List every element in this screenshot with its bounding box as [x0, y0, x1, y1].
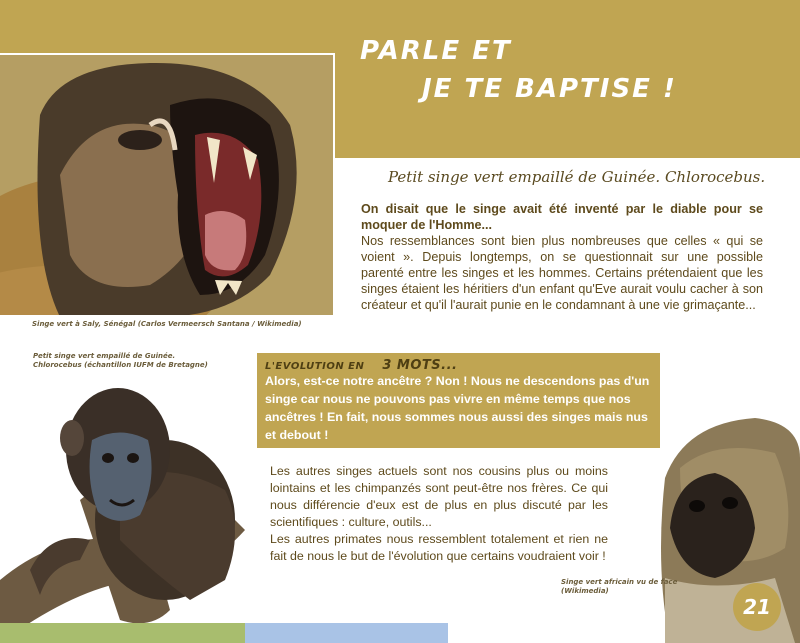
intro-lead: On disait que le singe avait été inventé par le diable pour se moquer de l'Homme...	[361, 202, 763, 232]
page-title	[360, 32, 780, 108]
bottom-bar-blue	[245, 623, 448, 643]
title-line-1: PARLE ET	[360, 36, 512, 66]
evolution-box	[257, 353, 660, 448]
cousins-paragraph	[270, 463, 608, 565]
evolution-heading-label: L'EVOLUTION EN	[265, 361, 365, 372]
intro-paragraph	[361, 201, 763, 313]
photo-yawning-monkey	[0, 53, 335, 315]
bottom-bar-green	[0, 623, 245, 643]
caption-right-line1: Singe vert africain vu de face	[561, 578, 678, 586]
caption-right-photo	[561, 578, 677, 596]
caption-right-line2: (Wikimedia)	[561, 587, 609, 595]
intro-body: Nos ressemblances sont bien plus nombreuses que celles « qui se voient ». Depuis longtemps, on se questionnait sur une possible parenté entre les singes et les hommes. Certains prétendaient que les singes étaient les héritiers d'un enfant qu'Eve aurait voulu cacher à son créateur et qu'il l'aurait punie en le condamnant à une vie grimaçante...	[361, 234, 763, 312]
caption-left-line1: Petit singe vert empaillé de Guinée.	[33, 352, 176, 360]
photo-stuffed-monkey	[0, 380, 250, 643]
evolution-heading-num: 3 MOTS...	[382, 358, 458, 373]
cousins-p1: Les autres singes actuels sont nos cousins plus ou moins lointains et les chimpanzés sont peut-être nos frères. Ce qui nous différencie d'eux est de plus en plus discuté par les scientifiques : culture, outils...	[270, 464, 608, 529]
evolution-heading	[265, 358, 652, 372]
caption-left-photo	[33, 352, 208, 370]
cousins-p2: Les autres primates nous ressemblent totalement et rien ne fait de nous le but de l'évolution que certains voudraient voir !	[270, 532, 608, 563]
subtitle: Petit singe vert empaillé de Guinée. Chlorocebus.	[388, 168, 766, 186]
caption-left-line2: Chlorocebus (échantillon IUFM de Bretagne)	[33, 361, 208, 369]
evolution-text: Alors, est-ce notre ancêtre ? Non ! Nous ne descendons pas d'un singe car nous ne pouvons pas vivre en même temps que nos ancêtres ! En fait, nous sommes nous aussi des singes mais nus et debout !	[265, 374, 650, 442]
page-number: 21	[733, 583, 781, 631]
title-line-2: JE TE BAPTISE !	[422, 74, 677, 104]
caption-top-photo: Singe vert à Saly, Sénégal (Carlos Vermeersch Santana / Wikimedia)	[32, 320, 302, 328]
